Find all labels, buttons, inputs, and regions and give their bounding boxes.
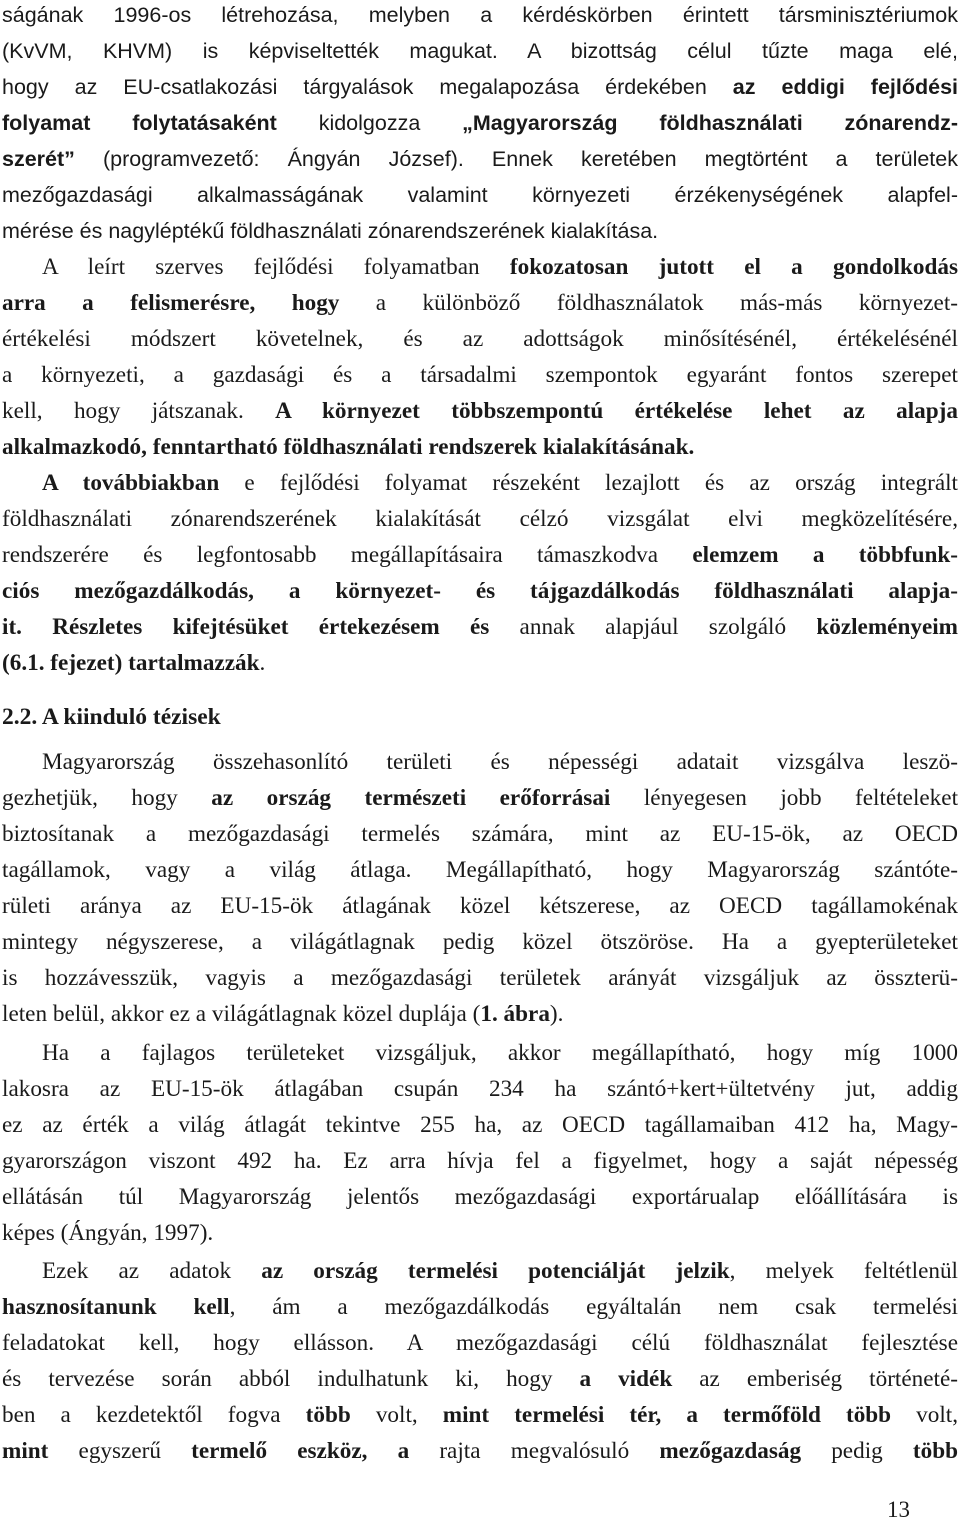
text-line: mintegy négyszerese, a világátlagnak pedig közel ötszöröse. Ha a gyepterületeket <box>2 929 958 955</box>
text-line: A továbbiakban e fejlődési folyamat részeként lezajlott és az ország integrált <box>42 470 959 496</box>
text-line: ben a kezdetektől fogva több volt, mint termelési tér, a termőföld több volt, <box>2 1402 959 1428</box>
text-line: ciós mezőgazdálkodás, a környezet- és tájgazdálkodás földhasználati alapja- <box>2 578 958 604</box>
text-line: Magyarország összehasonlító területi és népességi adatait vizsgálva leszö- <box>42 749 958 775</box>
text-line: ellátásán túl Magyarország jelentős mezőgazdasági exportárualap előállítására is <box>2 1184 958 1210</box>
text-line: ez az érték a világ átlagát tekintve 255 ha, az OECD tagállamaiban 412 ha, Magy- <box>2 1112 958 1138</box>
text-line: Ha a fajlagos területeket vizsgáljuk, akkor megállapítható, hogy míg 1000 <box>42 1040 958 1066</box>
section-heading: 2.2. A kiinduló tézisek <box>2 704 221 730</box>
text-line: és tervezése során abból indulhatunk ki, hogy a vidék az emberiség történeté- <box>2 1366 959 1392</box>
text-line: földhasználati zónarendszerének kialakítását célzó vizsgálat elvi megközelítésére, <box>2 506 958 532</box>
text-line: tagállamok, vagy a világ átlaga. Megállapítható, hogy Magyarország szántóte- <box>2 857 958 883</box>
text-line: gezhetjük, hogy az ország természeti erőforrásai lényegesen jobb feltételeket <box>2 785 959 811</box>
text-line: it. Részletes kifejtésüket értekezésem és annak alapjául szolgáló közleményeim <box>2 614 958 640</box>
text-line: hogy az EU-csatlakozási tárgyalások megalapozása érdekében az eddigi fejlődési <box>2 75 958 99</box>
text-line: leten belül, akkor ez a világátlagnak közel duplája (1. ábra). <box>2 1001 564 1027</box>
text-line: Ezek az adatok az ország termelési potenciálját jelzik, melyek feltétlenül <box>42 1258 958 1284</box>
text-line: ságának 1996-os létrehozása, melyben a kérdéskörben érintett társminisztériumok <box>2 3 958 27</box>
text-line: (6.1. fejezet) tartalmazzák. <box>2 650 266 676</box>
text-line: alkalmazkodó, fenntartható földhasználati rendszerek kialakításának. <box>2 434 695 460</box>
text-line: lakosra az EU-15-ök átlagában csupán 234 ha szántó+kert+ültetvény jut, addig <box>2 1076 958 1102</box>
text-line: is hozzávesszük, vagyis a mezőgazdasági területek arányát vizsgáljuk az összterü- <box>2 965 958 991</box>
text-line: arra a felismerésre, hogy a különböző földhasználatok más-más környezet- <box>2 290 959 316</box>
text-line: rületi aránya az EU-15-ök átlagának közel kétszerese, az OECD tagállamokénak <box>2 893 958 919</box>
text-line: gyarországon viszont 492 ha. Ez arra hívja fel a figyelmet, hogy a saját népesség <box>2 1148 958 1174</box>
text-line: mérése és nagyléptékű földhasználati zónarendszerének kialakítása. <box>2 219 659 243</box>
text-line: szerét” (programvezető: Ángyán József). Ennek keretében megtörtént a területek <box>2 147 958 171</box>
text-line: képes (Ángyán, 1997). <box>2 1220 214 1246</box>
text-line: kell, hogy játszanak. A környezet többszempontú értékelése lehet az alapja <box>2 398 958 424</box>
text-line: rendszerére és legfontosabb megállapításaira támaszkodva elemzem a többfunk- <box>2 542 958 568</box>
page-number: 13 <box>887 1497 910 1522</box>
text-line: hasznosítanunk kell, ám a mezőgazdálkodás egyáltalán nem csak termelési <box>2 1294 958 1320</box>
text-line: értékelési módszert követelnek, és az adottságok minősítésénél, értékelésénél <box>2 326 958 352</box>
text-line: feladatokat kell, hogy ellásson. A mezőgazdasági célú földhasználat fejlesztése <box>2 1330 958 1356</box>
text-line: (KvVM, KHVM) is képviseltették magukat. A bizottság célul tűzte maga elé, <box>2 39 958 63</box>
text-line: mezőgazdasági alkalmasságának valamint környezeti érzékenységének alapfel- <box>2 183 958 207</box>
text-line: mint egyszerű termelő eszköz, a rajta megvalósuló mezőgazdaság pedig több <box>2 1438 959 1464</box>
text-line: a környezeti, a gazdasági és a társadalmi szempontok egyaránt fontos szerepet <box>2 362 958 388</box>
text-line: A leírt szerves fejlődési folyamatban fokozatosan jutott el a gondolkodás <box>42 254 958 280</box>
text-line: biztosítanak a mezőgazdasági termelés számára, mint az EU-15-ök, az OECD <box>2 821 958 847</box>
text-line: folyamat folytatásaként kidolgozza „Magyarország földhasználati zónarendz- <box>2 111 958 135</box>
